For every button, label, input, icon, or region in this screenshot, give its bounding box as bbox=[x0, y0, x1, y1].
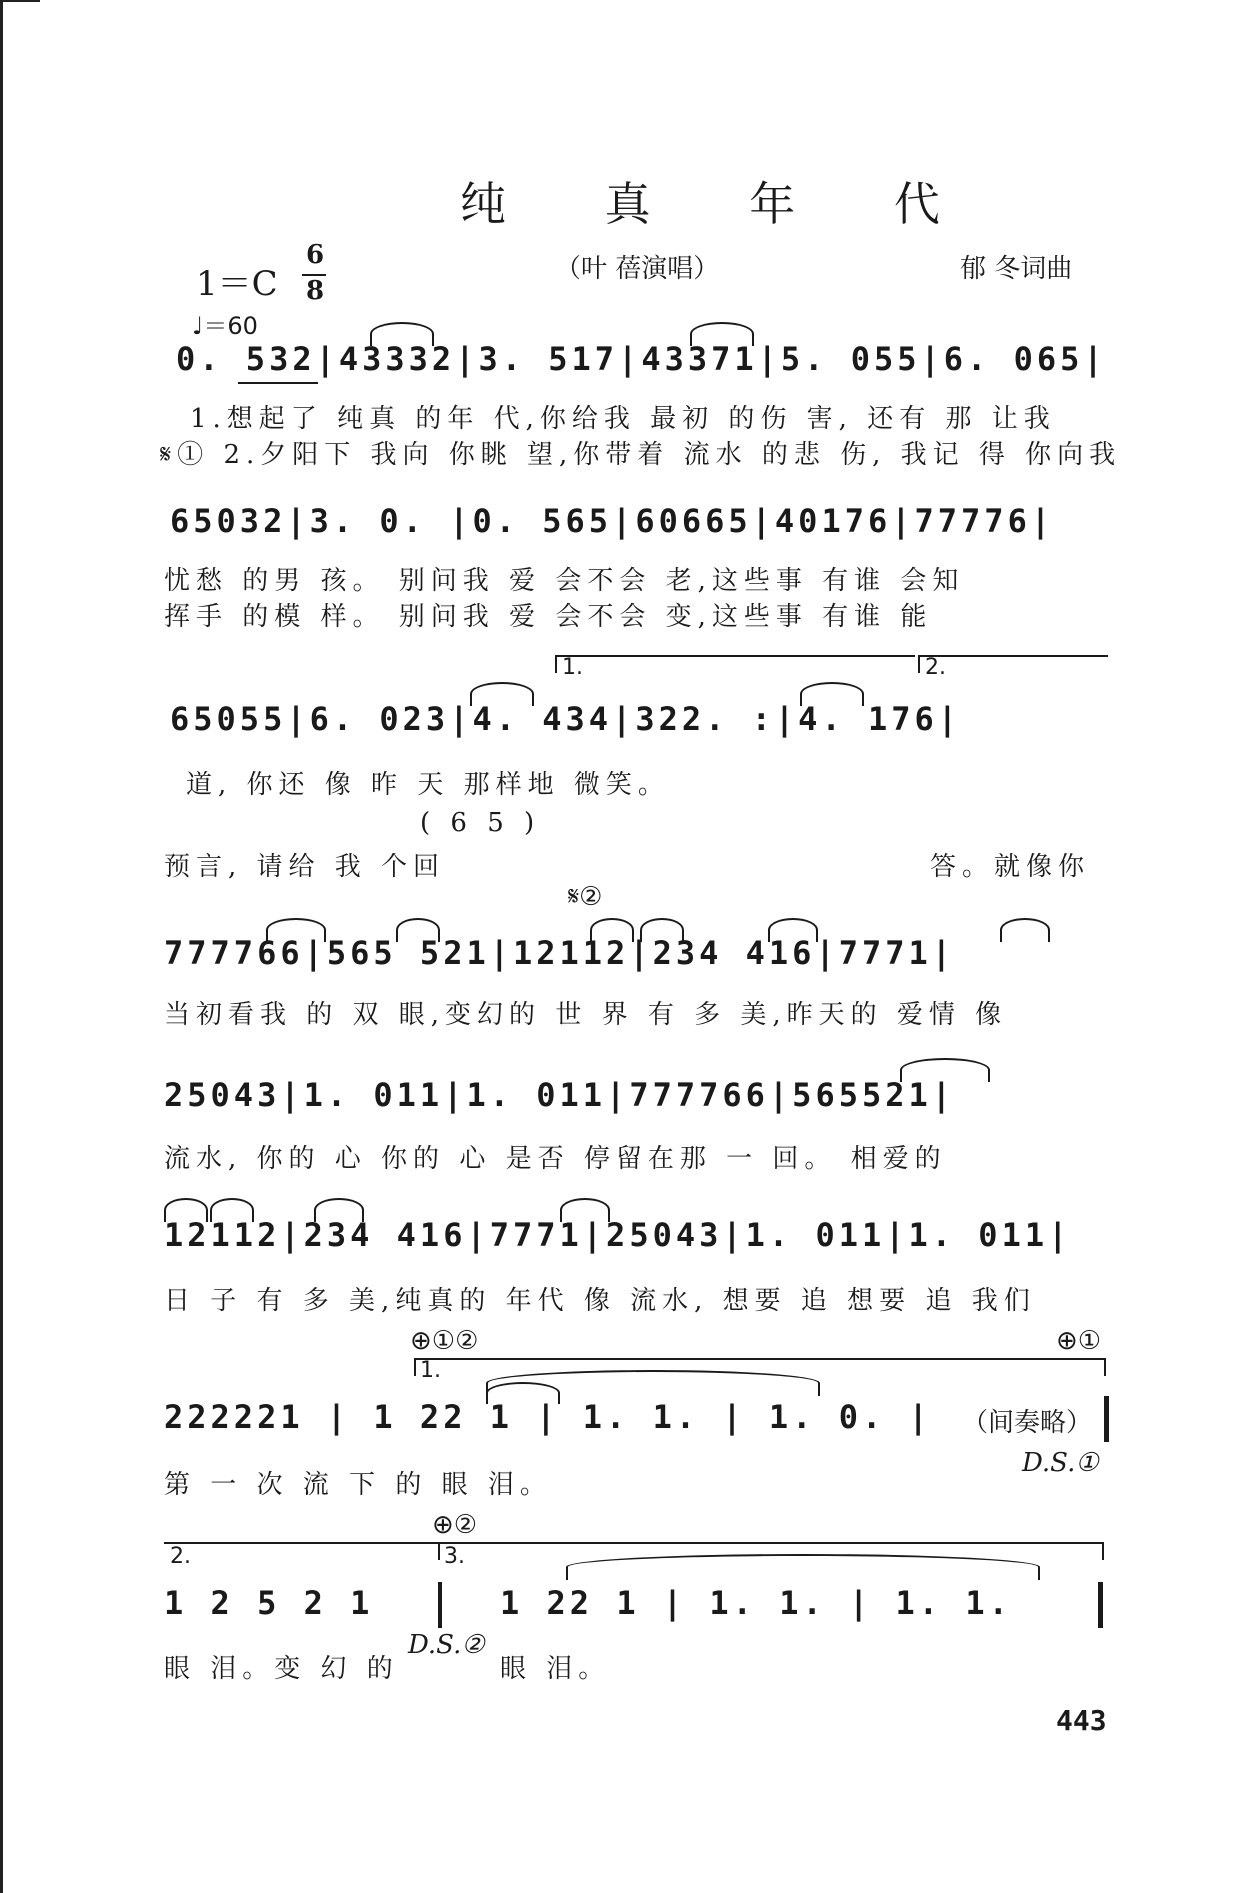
time-sig-top: 6 bbox=[306, 240, 325, 270]
lyric-line: 𝄋① 2.夕阳下 我向 你眺 望,你带着 流水 的悲 伤, 我记 得 你向我 bbox=[160, 440, 1122, 470]
song-title: 纯 真 年 代 bbox=[460, 177, 982, 231]
lyric-line: 1.想起了 纯真 的年 代,你给我 最初 的伤 害, 还有 那 让我 bbox=[190, 404, 1056, 434]
ds-marker: D.S.② bbox=[408, 1630, 485, 1660]
volta-bracket-hook bbox=[414, 1358, 416, 1376]
notation-row-5: 25043|1. 011|1. 011|777766|565521| bbox=[164, 1076, 956, 1114]
singer-credit: （叶 蓓演唱） bbox=[555, 254, 720, 284]
page-edge-tick bbox=[0, 0, 40, 2]
beam bbox=[238, 382, 318, 384]
notation-row-6: 12112|234 416|7771|25043|1. 011|1. 011| bbox=[164, 1216, 1072, 1254]
slur bbox=[1000, 918, 1050, 942]
volta-bracket bbox=[164, 1542, 438, 1544]
tie bbox=[566, 1554, 1040, 1580]
volta-bracket-hook bbox=[1104, 1358, 1106, 1376]
notation-row-4: 777766|565 521|12112|234 416|7771| bbox=[164, 934, 956, 972]
notation-row-2: 65032|3. 0. |0. 565|60665|40176|77776| bbox=[170, 502, 1055, 540]
volta-label: 1. bbox=[420, 1358, 441, 1383]
volta-label: 2. bbox=[170, 1544, 191, 1569]
coda-marker: ⊕①② bbox=[410, 1326, 479, 1356]
volta-label: 3. bbox=[444, 1544, 465, 1569]
author-credit: 郁 冬词曲 bbox=[960, 254, 1073, 284]
lyric-line: 眼 泪。 bbox=[500, 1654, 611, 1684]
interlude-note: （间奏略） bbox=[962, 1408, 1093, 1438]
coda-marker: ⊕② bbox=[432, 1510, 478, 1540]
lyric-line: 第 一 次 流 下 的 眼 泪。 bbox=[164, 1470, 552, 1500]
barline-final bbox=[1104, 1396, 1109, 1442]
volta-bracket-2-hook bbox=[918, 655, 920, 673]
lyric-line: 当初看我 的 双 眼,变幻的 世 界 有 多 美,昨天的 爱情 像 bbox=[164, 1000, 1008, 1030]
lyric-line: 道, 你还 像 昨 天 那样地 微笑。 bbox=[186, 770, 670, 800]
barline-final bbox=[1098, 1582, 1103, 1628]
lyric-line: 忧愁 的男 孩。 别问我 爱 会不会 老,这些事 有谁 会知 bbox=[164, 566, 965, 596]
notation-row-8-left: 1 2 5 2 1 bbox=[164, 1584, 374, 1622]
page-number: 443 bbox=[1056, 1704, 1107, 1737]
ds-marker: D.S.① bbox=[1022, 1448, 1099, 1478]
volta-bracket bbox=[438, 1542, 1104, 1544]
notation-row-3: 65055|6. 023|4. 434|322. :|4. 176| bbox=[170, 700, 962, 738]
lyric-line: 眼 泪。变 幻 的 bbox=[164, 1654, 399, 1684]
lyric-line: 日 子 有 多 美,纯真的 年代 像 流水, 想要 追 想要 追 我们 bbox=[164, 1286, 1036, 1316]
volta-bracket-hook bbox=[438, 1542, 440, 1560]
lyric-line: 流水, 你的 心 你的 心 是否 停留在那 一 回。 相爱的 bbox=[164, 1144, 947, 1174]
alt-notes-paren: ( 6 5 ) bbox=[420, 808, 541, 838]
tempo-marking: ♩＝60 bbox=[192, 312, 258, 340]
page-edge bbox=[0, 0, 3, 1893]
volta-2-label: 2. bbox=[925, 655, 946, 680]
volta-bracket-hook bbox=[1102, 1542, 1104, 1560]
key-signature: 1＝C bbox=[196, 264, 278, 304]
lyric-line: 答。就像你 bbox=[930, 852, 1091, 882]
coda-marker: ⊕① bbox=[1056, 1326, 1102, 1356]
lyric-line: 预言, 请给 我 个回 bbox=[164, 852, 446, 882]
volta-bracket-1 bbox=[555, 655, 915, 657]
volta-bracket-2 bbox=[918, 655, 1108, 657]
volta-bracket bbox=[414, 1358, 1106, 1360]
notation-row-8-right: 1 22 1 | 1. 1. | 1. 1. bbox=[500, 1584, 1012, 1622]
lyric-line: 挥手 的模 样。 别问我 爱 会不会 变,这些事 有谁 能 bbox=[164, 602, 933, 632]
volta-bracket-1-hook bbox=[555, 655, 557, 673]
segno-2-marker: 𝄋② bbox=[568, 882, 603, 912]
time-sig-bottom: 8 bbox=[306, 276, 325, 306]
notation-row-1: 0. 532|43332|3. 517|43371|5. 055|6. 065| bbox=[176, 340, 1107, 378]
barline bbox=[438, 1582, 442, 1628]
notation-row-7: 222221 | 1 22 1 | 1. 1. | 1. 0. | bbox=[164, 1398, 932, 1436]
volta-1-label: 1. bbox=[562, 655, 583, 680]
